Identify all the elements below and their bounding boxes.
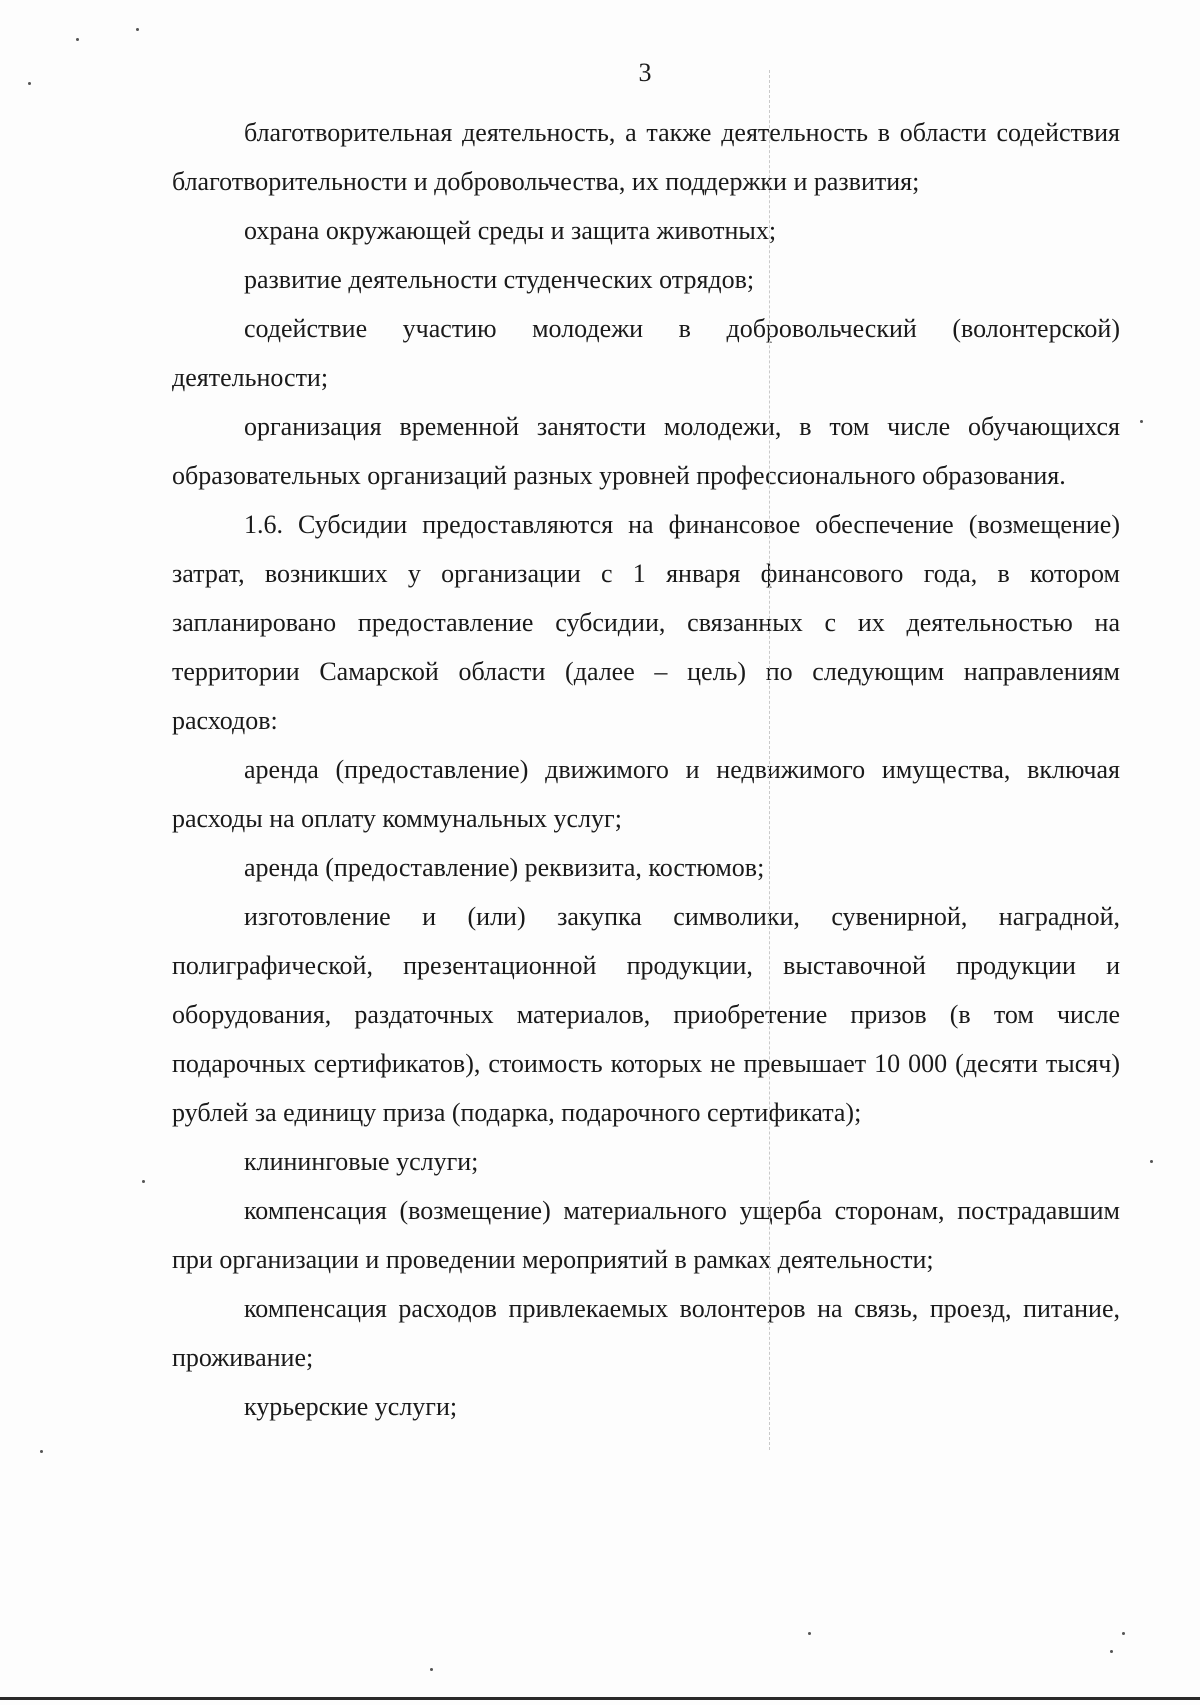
scan-speck xyxy=(136,28,139,31)
scan-speck xyxy=(808,1632,811,1635)
page-number: 3 xyxy=(638,58,652,87)
scan-speck xyxy=(28,82,31,85)
paragraph-charity: благотворительная деятельность, а также деятельность в области содействия благотворительности и добровольчества, их поддержки и развития; xyxy=(172,118,1120,196)
scan-speck xyxy=(1110,1650,1113,1653)
paragraph-student-teams: развитие деятельности студенческих отрядов; xyxy=(244,265,755,294)
paragraph-cleaning: клининговые услуги; xyxy=(244,1147,479,1176)
paragraph-section-1-6: 1.6. Субсидии предоставляются на финансовое обеспечение (возмещение) затрат, возникших у организации с 1 января финансового года, в котором запланировано предоставление субсидии, связанных с их деятельностью на территории Самарской области (далее – цель) по следующим направлениям расходов: xyxy=(172,510,1120,735)
scan-speck xyxy=(1150,1160,1153,1163)
paragraph-environment: охрана окружающей среды и защита животных; xyxy=(244,216,777,245)
paragraph-merchandise: изготовление и (или) закупка символики, сувенирной, наградной, полиграфической, презентационной продукции, выставочной продукции и оборудования, раздаточных материалов, приобретение призов (в том числе подарочных сертификатов), стоимость которых не превышает 10 000 (десяти тысяч) рублей за единицу приза (подарка, подарочного сертификата); xyxy=(172,902,1120,1127)
scan-speck xyxy=(40,1450,43,1453)
scan-bottom-edge xyxy=(0,1697,1200,1700)
scan-fold-line xyxy=(769,70,770,1450)
paragraph-volunteer-expenses: компенсация расходов привлекаемых волонтеров на связь, проезд, питание, проживание; xyxy=(172,1294,1120,1372)
paragraph-props-rent: аренда (предоставление) реквизита, костюмов; xyxy=(244,853,765,882)
scan-speck xyxy=(76,38,79,41)
paragraph-youth-employment: организация временной занятости молодежи, в том числе обучающихся образовательных организаций разных уровней профессионального образования. xyxy=(172,412,1120,490)
paragraph-courier: курьерские услуги; xyxy=(244,1392,458,1421)
paragraph-damage-compensation: компенсация (возмещение) материального ущерба сторонам, пострадавшим при организации и проведении мероприятий в рамках деятельности; xyxy=(172,1196,1120,1274)
scan-speck xyxy=(1122,1632,1125,1635)
scan-speck xyxy=(430,1668,433,1671)
scan-speck xyxy=(1140,420,1143,423)
body-text xyxy=(172,108,1120,1431)
paragraph-property-rent: аренда (предоставление) движимого и недвижимого имущества, включая расходы на оплату коммунальных услуг; xyxy=(172,755,1120,833)
scan-speck xyxy=(142,1180,145,1183)
paragraph-youth-volunteering: содействие участию молодежи в добровольческий (волонтерской) деятельности; xyxy=(172,314,1120,392)
